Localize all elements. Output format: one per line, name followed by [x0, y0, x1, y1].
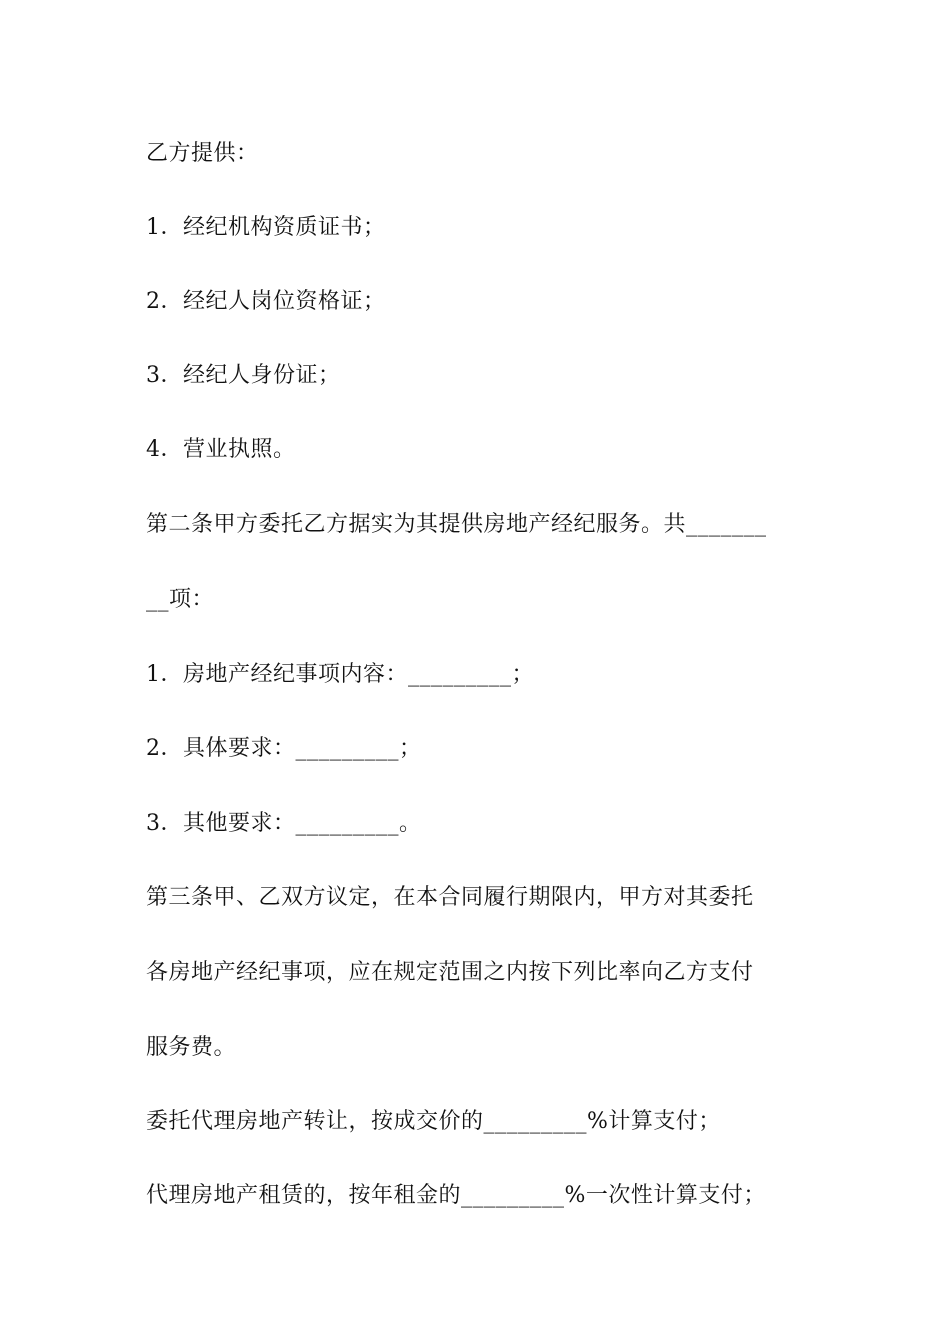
list-item-other-requirements: 3．其他要求：_________。: [146, 811, 422, 836]
article-three-line-2: 各房地产经纪事项，应在规定范围之内按下列比率向乙方支付: [146, 960, 754, 985]
list-item-matter-content: 1．房地产经纪事项内容：_________；: [146, 662, 534, 687]
article-two-line-2: __项：: [146, 587, 215, 612]
fee-rental-line: 代理房地产租赁的，按年租金的_________%一次性计算支付；: [146, 1183, 766, 1208]
list-item-id-card: 3．经纪人身份证；: [146, 363, 341, 388]
list-item-post-qualification: 2．经纪人岗位资格证；: [146, 289, 386, 314]
fee-transfer-line: 委托代理房地产转让，按成交价的_________%计算支付；: [146, 1109, 721, 1134]
list-item-specific-requirements: 2．具体要求：_________；: [146, 736, 422, 761]
list-item-qualification-certificate: 1．经纪机构资质证书；: [146, 215, 386, 240]
list-item-business-license: 4．营业执照。: [146, 437, 296, 462]
article-three-line-1: 第三条甲、乙双方议定，在本合同履行期限内，甲方对其委托: [146, 885, 754, 910]
article-three-line-3: 服务费。: [146, 1035, 237, 1060]
paragraph-yifang-provides: 乙方提供：: [146, 141, 259, 166]
article-two-line-1: 第二条甲方委托乙方据实为其提供房地产经纪服务。共_______: [146, 512, 767, 537]
